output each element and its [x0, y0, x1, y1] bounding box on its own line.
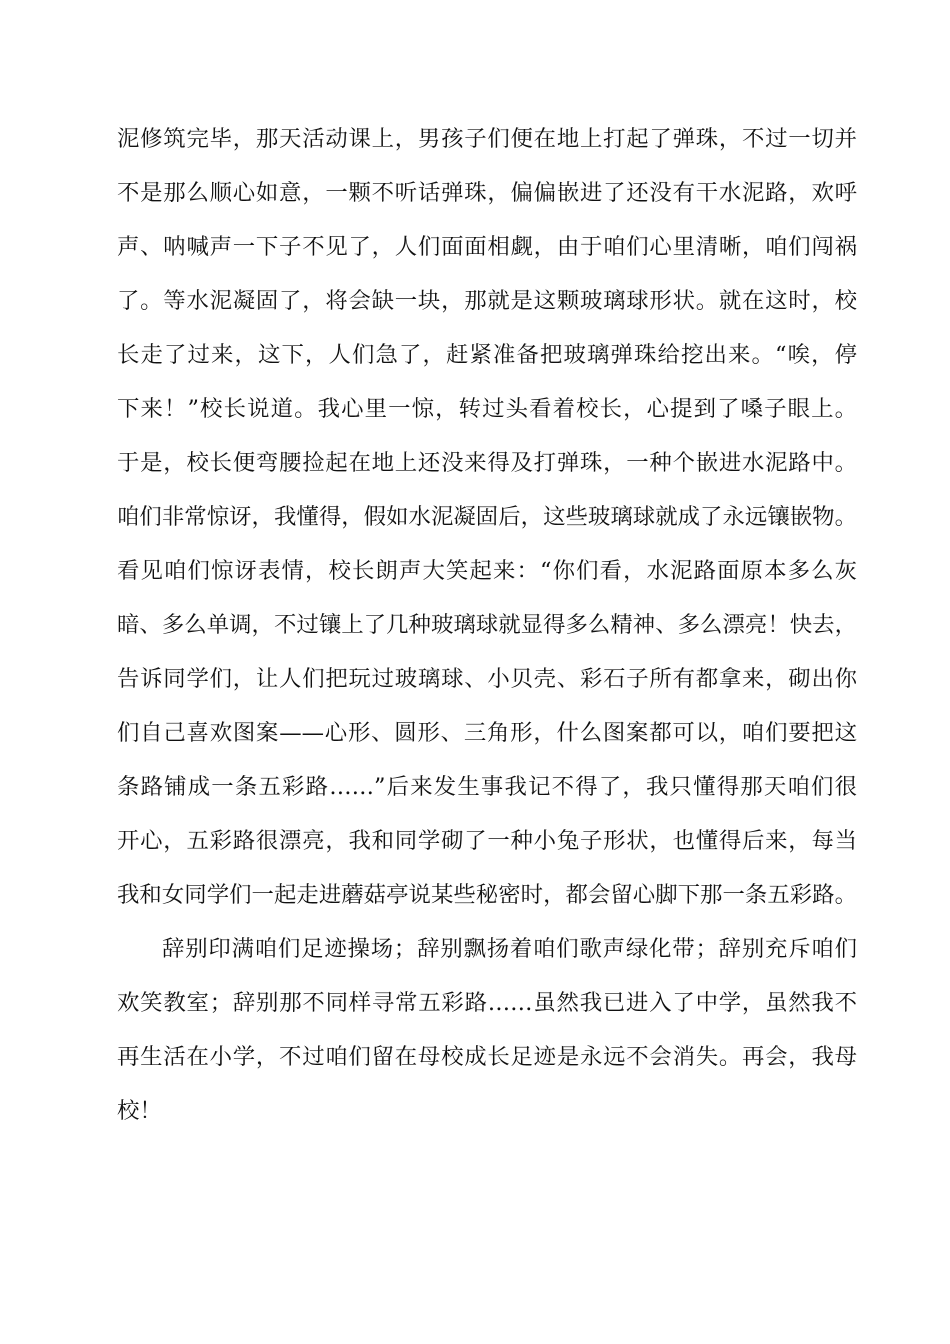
paragraph-1-line-12: 们自己喜欢图案——心形、圆形、三角形，什么图案都可以，咱们要把这	[117, 720, 857, 746]
paragraph-1-line-9: 看见咱们惊讶表情，校长朗声大笑起来：“你们看，水泥路面原本多么灰	[117, 558, 857, 584]
paragraph-1-line-13: 条路铺成一条五彩路……”后来发生事我记不得了，我只懂得那天咱们很	[117, 774, 857, 800]
paragraph-2-line-3: 再生活在小学，不过咱们留在母校成长足迹是永远不会消失。再会，我母	[117, 1044, 857, 1070]
paragraph-1-line-3: 声、呐喊声一下子不见了，人们面面相觑，由于咱们心里清晰，咱们闯祸	[117, 234, 857, 260]
paragraph-1-line-10: 暗、多么单调，不过镶上了几种玻璃球就显得多么精神、多么漂亮！快去，	[117, 612, 857, 638]
paragraph-1-line-7: 于是，校长便弯腰捡起在地上还没来得及打弹珠，一种个嵌进水泥路中。	[117, 450, 857, 476]
paragraph-2-line-2: 欢笑教室；辞别那不同样寻常五彩路……虽然我已进入了中学，虽然我不	[117, 990, 857, 1016]
paragraph-1-line-4: 了。等水泥凝固了，将会缺一块，那就是这颗玻璃球形状。就在这时，校	[117, 288, 857, 314]
paragraph-1-line-15: 我和女同学们一起走进蘑菇亭说某些秘密时，都会留心脚下那一条五彩路。	[117, 882, 857, 908]
paragraph-1-line-11: 告诉同学们，让人们把玩过玻璃球、小贝壳、彩石子所有都拿来，砌出你	[117, 666, 857, 692]
paragraph-1-line-8: 咱们非常惊讶，我懂得，假如水泥凝固后，这些玻璃球就成了永远镶嵌物。	[117, 504, 857, 530]
paragraph-1-line-5: 长走了过来，这下，人们急了，赶紧准备把玻璃弹珠给挖出来。“唉，停	[117, 342, 857, 368]
paragraph-2-line-1: 辞别印满咱们足迹操场；辞别飘扬着咱们歌声绿化带；辞别充斥咱们	[162, 936, 857, 962]
paragraph-1-line-2: 不是那么顺心如意，一颗不听话弹珠，偏偏嵌进了还没有干水泥路，欢呼	[117, 180, 857, 206]
paragraph-2-line-4: 校！	[117, 1098, 162, 1124]
paragraph-1-line-1: 泥修筑完毕，那天活动课上，男孩子们便在地上打起了弹珠，不过一切并	[117, 126, 857, 152]
paragraph-1-line-14: 开心，五彩路很漂亮，我和同学砌了一种小兔子形状，也懂得后来，每当	[117, 828, 857, 854]
paragraph-1-line-6: 下来！”校长说道。我心里一惊，转过头看着校长，心提到了嗓子眼上。	[117, 396, 857, 422]
document-body	[117, 112, 857, 1138]
